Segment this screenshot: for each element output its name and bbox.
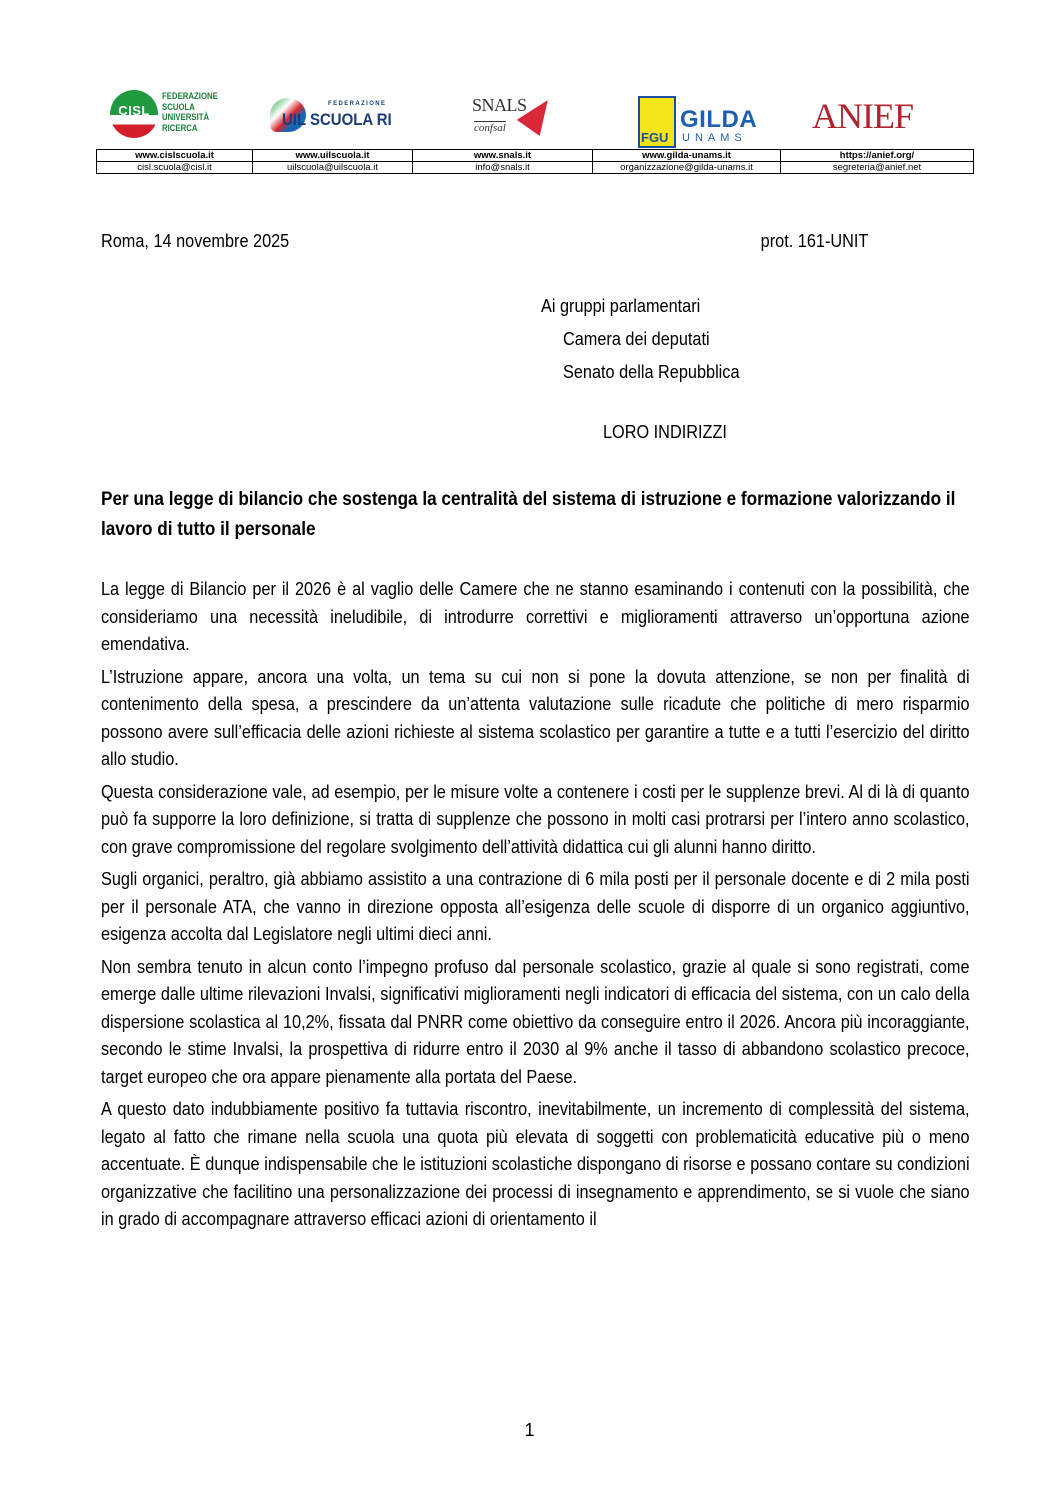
paragraph: A questo dato indubbiamente positivo fa tuttavia riscontro, inevitabilmente, un incremento di complessità del sistema, legato al fatto che rimane nella scuola una quota più elevata di soggetti con problematicità educative più o meno accentuate. È dunque indispensabile che le istituzioni scolastiche dispongano di risorse e possano contare su condizioni organizzative che facilitino una personalizzazione dei processi di insegnamento e apprendimento, se si vuole che siano in grado di accompagnare attraverso efficaci azioni di orientamento il [101,1098,970,1229]
paragraph: L’Istruzione appare, ancora una volta, un tema su cui non si pone la dovuta attenzione, se non per finalità di contenimento della spesa, a prescindere da un’attenta valutazione sulle ricadute che politiche di mero risparmio possono avere sull’efficacia delle azioni richieste al sistema scolastico per garantire a tutte e a tutti l’esercizio del diritto allo studio. [101,665,970,769]
anief-email-link[interactable]: segreteria@anief.net [781,162,974,174]
protocol-number: prot. 161-UNIT [760,230,868,251]
contacts-table [96,149,974,174]
fgu-badge-icon: FGU [638,96,676,148]
page-number: 1 [524,1420,535,1440]
cisl-logo-text: FEDERAZIONE SCUOLA UNIVERSITÀ RICERCA [162,91,218,134]
recipient-addresses: LORO INDIRIZZI [603,421,727,442]
gilda-email-link[interactable]: organizzazione@gilda-unams.it [593,162,781,174]
recipient-groups: Ai gruppi parlamentari [541,295,701,316]
subject-heading: Per una legge di bilancio che sostenga la centralità del sistema di istruzione e formazione valorizzando il lavoro di tutto il personale [101,488,956,540]
uil-email-link[interactable]: uilscuola@uilscuola.it [253,162,413,174]
gilda-website-link[interactable]: www.gilda-unams.it [593,150,781,162]
websites-row [97,150,974,162]
paragraph: Questa considerazione vale, ad esempio, per le misure volte a contenere i costi per le supplenze brevi. Al di là di quanto può fa supporre la loro definizione, si tratta di supplenze che possono in molti casi protrarsi per l’intero anno scolastico, con grave compromissione del regolare svolgimento dell’attività didattica cui gli alunni hanno diritto. [101,780,970,857]
recipient-senato: Senato della Repubblica [563,361,740,382]
cisl-website-link[interactable]: www.cislscuola.it [97,150,253,162]
recipient-camera: Camera dei deputati [563,328,710,349]
letter-body [101,575,970,1238]
uil-scuola-logo: FEDERAZIONE UIL SCUOLA RI [270,92,395,136]
snals-email-link[interactable]: info@snals.it [413,162,593,174]
recipients-block [541,289,740,388]
gilda-unams-logo: FGU GILDA UNAMS [638,96,756,148]
cisl-email-link[interactable]: cisl.scuola@cisl.it [97,162,253,174]
snals-website-link[interactable]: www.snals.it [413,150,593,162]
cisl-emblem-icon: CISL [110,90,158,138]
snals-logo: SNALS confsal [470,93,560,141]
paragraph: Sugli organici, peraltro, già abbiamo assistito a una contrazione di 6 mila posti per il personale docente e di 2 mila posti per il personale ATA, che vanno in direzione opposta all’esigenza delle scuole di disporre di un organico aggiuntivo, esigenza accolta dal Legislatore negli ultimi dieci anni. [101,868,970,944]
paragraph: Non sembra tenuto in alcun conto l’impegno profuso dal personale scolastico, grazie al quale si sono registrati, come emerge dalle ultime rilevazioni Invalsi, significativi miglioramenti negli indicatori di efficacia del sistema, con un calo della dispersione scolastica al 10,2%, fissata dal PNRR come obiettivo da conseguire entro il 2026. Ancora più incoraggiante, secondo le stime Invalsi, la prospettiva di ridurre entro il 2030 al 9% anche il tasso di abbandono scolastico precoce, target europeo che ora appare pienamente alla portata del Paese. [101,955,970,1087]
paragraph: La legge di Bilancio per il 2026 è al vaglio delle Camere che ne stanno esaminando i contenuti con la possibilità, che consideriamo una necessità ineludibile, di introdurre correttivi e miglioramenti attraverso un’opportuna azione emendativa. [101,578,970,654]
cisl-logo [110,90,225,138]
anief-logo: ANIEF [812,96,913,136]
place-date: Roma, 14 novembre 2025 [101,230,290,251]
anief-website-link[interactable]: https://anief.org/ [781,150,974,162]
uil-website-link[interactable]: www.uilscuola.it [253,150,413,162]
emails-row [97,162,974,174]
